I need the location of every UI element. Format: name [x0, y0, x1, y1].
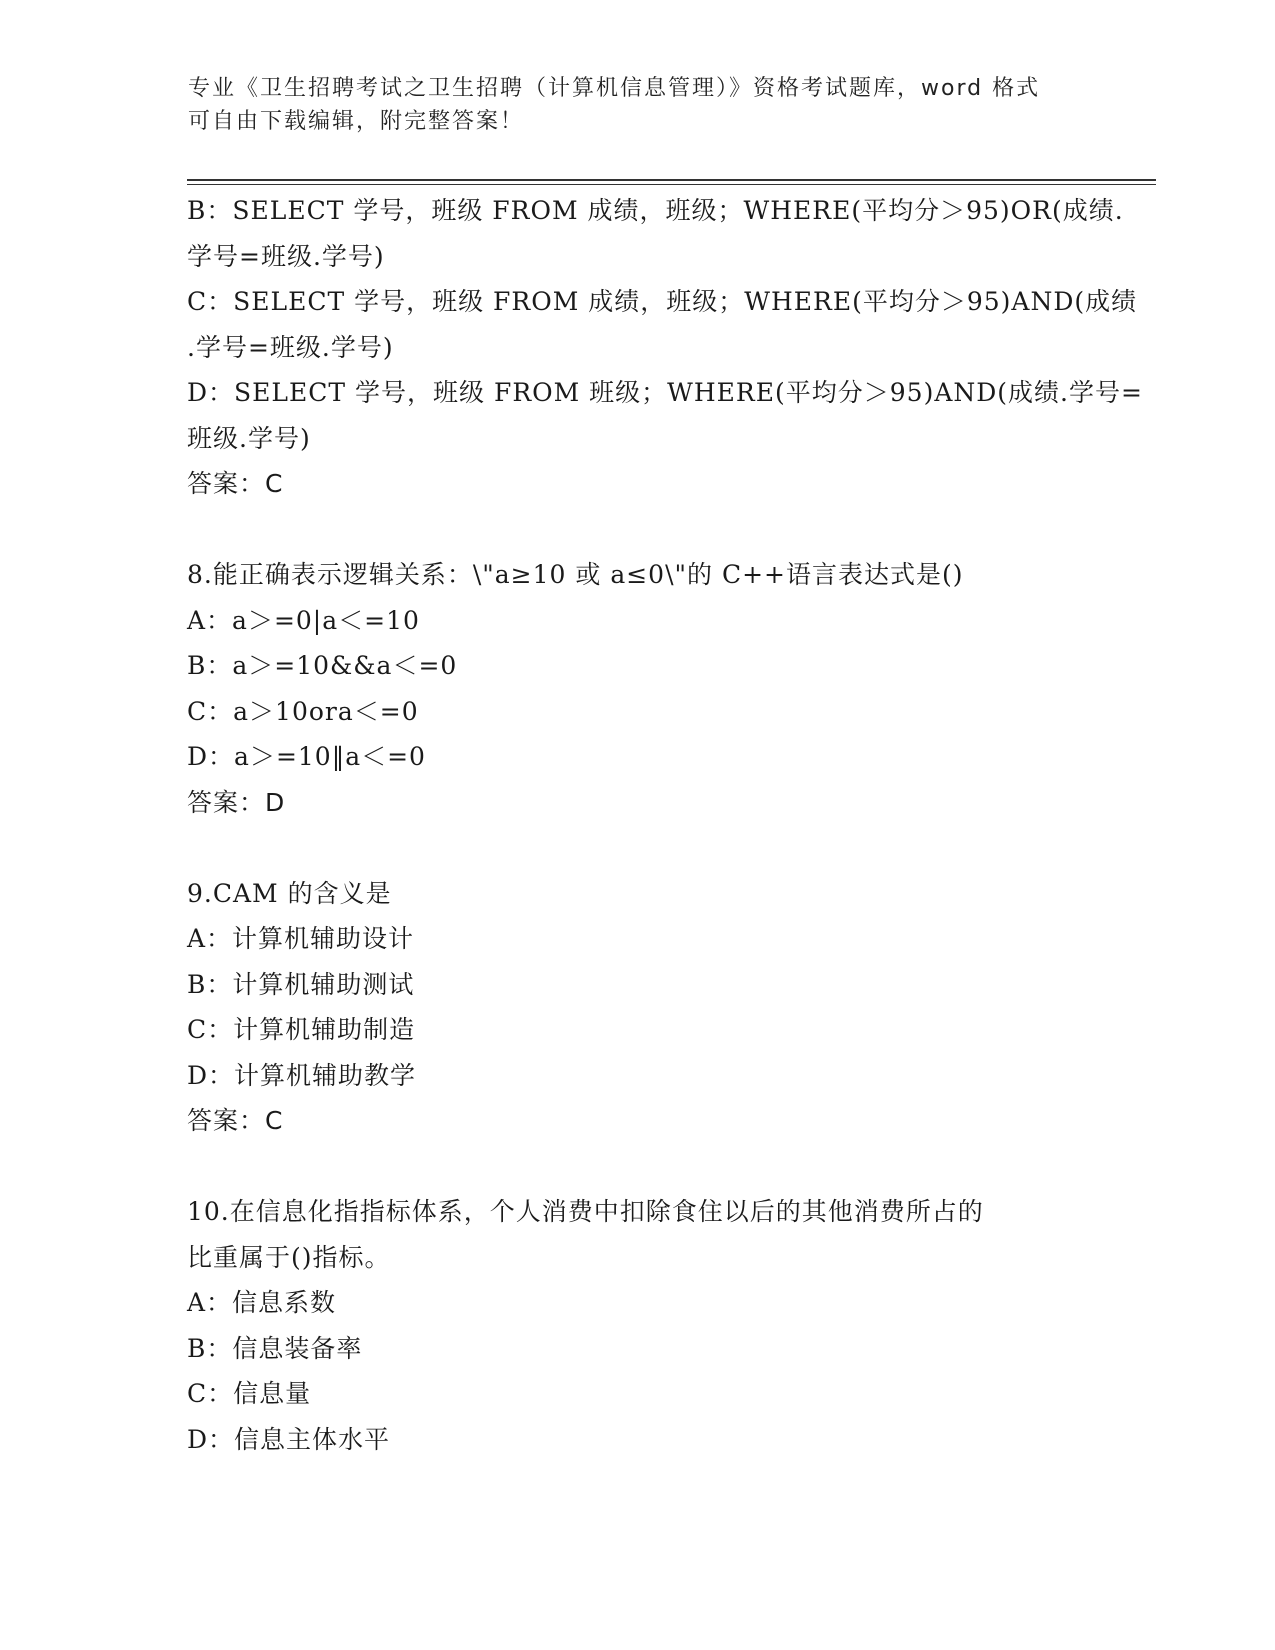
- q10-question-line-1: 10.在信息化指指标体系，个人消费中扣除食住以后的其他消费所占的: [187, 1197, 984, 1226]
- header-divider: [187, 179, 1156, 185]
- q9-option-d: D：计算机辅助教学: [187, 1060, 417, 1090]
- document-header: [188, 72, 1088, 138]
- spacer: [187, 825, 1087, 871]
- header-title-line-1: 专业《卫生招聘考试之卫生招聘（计算机信息管理）》资格考试题库，word 格式: [188, 76, 1041, 101]
- q8-answer: 答案：D: [187, 787, 286, 817]
- q7-option-d-line-2: 班级.学号): [187, 423, 311, 453]
- q7-option-b-line-2: 学号=班级.学号): [187, 241, 385, 271]
- q10-option-a: A：信息系数: [187, 1288, 337, 1317]
- q9-option-a: A：计算机辅助设计: [187, 924, 415, 953]
- spacer: [187, 507, 1087, 553]
- spacer: [187, 1144, 1087, 1190]
- q8-option-a: A：a＞=0|a＜=10: [187, 605, 420, 635]
- q9-option-b: B：计算机辅助测试: [187, 969, 415, 999]
- q10-option-c: C：信息量: [187, 1379, 312, 1408]
- q8-question: 8.能正确表示逻辑关系：\"a≥10 或 a≤0\"的 C++语言表达式是(): [187, 560, 964, 589]
- q7-option-c-line-1: C：SELECT 学号，班级 FROM 成绩，班级；WHERE(平均分＞95)AND(成绩: [187, 287, 1138, 316]
- q10-option-b: B：信息装备率: [187, 1333, 363, 1363]
- q7-option-c-line-2: .学号=班级.学号): [187, 332, 394, 362]
- q8-option-b: B：a＞=10&&a＜=0: [187, 651, 458, 680]
- q10-question-line-2: 比重属于()指标。: [187, 1242, 391, 1272]
- q7-option-d-line-1: D：SELECT 学号，班级 FROM 班级；WHERE(平均分＞95)AND(成绩.学号=: [187, 378, 1143, 407]
- q8-option-d: D：a＞=10‖a＜=0: [187, 742, 426, 771]
- q7-option-b-line-1: B：SELECT 学号，班级 FROM 成绩，班级；WHERE(平均分＞95)OR(成绩.: [187, 196, 1124, 225]
- document-body: [187, 188, 1143, 1462]
- question-7-block: [187, 188, 1143, 507]
- header-title-line-2: 可自由下载编辑，附完整答案！: [188, 109, 525, 134]
- q9-answer: 答案：C: [187, 1106, 284, 1135]
- q8-option-c: C：a＞10ora＜=0: [187, 696, 419, 726]
- q9-question: 9.CAM 的含义是: [187, 878, 392, 908]
- q9-option-c: C：计算机辅助制造: [187, 1015, 416, 1044]
- q7-answer: 答案：C: [187, 469, 284, 498]
- question-10-block: [187, 1189, 1087, 1462]
- question-9-block: [187, 871, 1087, 1144]
- question-8-block: [187, 552, 1087, 825]
- q10-option-d: D：信息主体水平: [187, 1424, 391, 1454]
